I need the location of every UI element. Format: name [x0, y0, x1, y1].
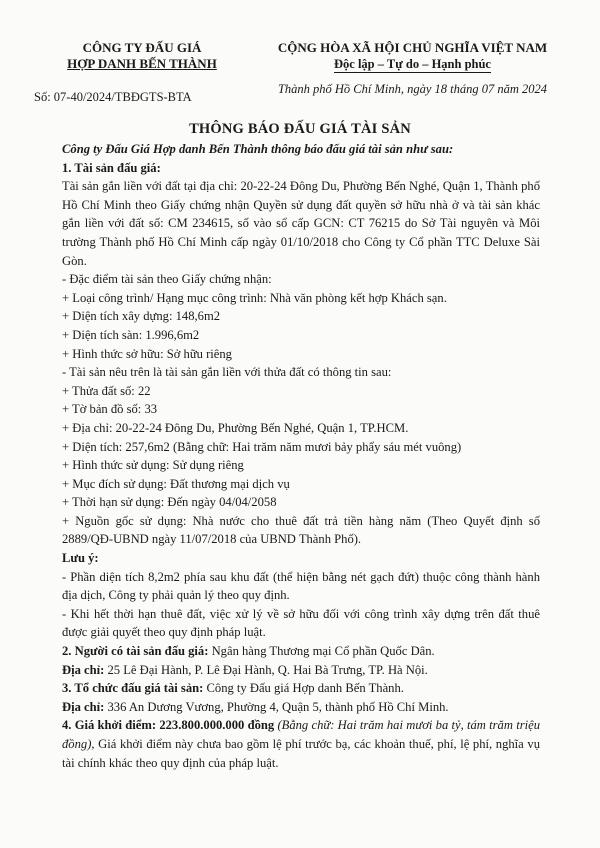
document-number: Số: 07-40/2024/TBĐGTS-BTA — [34, 90, 192, 104]
section1-description: Tài sản gắn liền với đất tại địa chỉ: 20-22-24 Đông Du, Phường Bến Nghé, Quận 1, Thành phố Hồ Chí Minh theo Giấy chứng nhận Quyền sử dụng đất quyền sở hữu nhà ở và tài sản khác gắn liền với đất số: CM 234615, số vào sổ cấp GCN: CT 76215 do Sở Tài nguyên và Môi trường Thành phố Hồ Chí Minh cấp ngày 01/10/2018 cho Công ty Cổ phần TTC Deluxe Sài Gòn. — [62, 179, 540, 268]
asset-line: - Tài sản nêu trên là tài sản gắn liền với thửa đất có thông tin sau: — [62, 365, 392, 380]
section2-value: Ngân hàng Thương mại Cổ phần Quốc Dân. — [208, 644, 435, 659]
motto-text: Độc lập – Tự do – Hạnh phúc — [334, 57, 491, 71]
section3-value: Công ty Đấu giá Hợp danh Bến Thành. — [203, 681, 404, 696]
motto — [250, 56, 575, 72]
section3-address — [62, 698, 540, 717]
section3-address-label: Địa chỉ: — [62, 699, 105, 714]
note-item: - Khi hết thời hạn thuê đất, việc xử lý về sở hữu đối với công trình xây dựng trên đất thuê được giải quyết theo quy định pháp luật. — [62, 606, 540, 640]
section4-label: 4. Giá khởi điểm: 223.800.000.000 đồng — [62, 718, 275, 733]
asset-line: + Hình thức sử dụng: Sử dụng riêng — [62, 458, 244, 473]
asset-line: + Hình thức sở hữu: Sở hữu riêng — [62, 346, 232, 361]
note-item: - Phần diện tích 8,2m2 phía sau khu đất (thể hiện bằng nét gạch đứt) thuộc công thành hành địa dịch, Công ty phải quản lý theo quy định. — [62, 569, 540, 603]
section3-label: 3. Tổ chức đấu giá tài sản: — [62, 681, 204, 696]
asset-line: + Loại công trình/ Hạng mục công trình: Nhà văn phòng kết hợp Khách sạn. — [62, 290, 447, 305]
place-date: Thành phố Hồ Chí Minh, ngày 18 tháng 07 năm 2024 — [277, 82, 548, 96]
section2-address-value: 25 Lê Đại Hành, P. Lê Đại Hành, Q. Hai Bà Trưng, TP. Hà Nội. — [104, 662, 428, 677]
intro-line: Công ty Đấu Giá Hợp danh Bến Thành thông báo đấu giá tài sản như sau: — [62, 142, 454, 156]
section3-organizer — [62, 679, 540, 698]
nation-title: CỘNG HÒA XÃ HỘI CHỦ NGHĨA VIỆT NAM — [277, 40, 548, 55]
asset-line: + Diện tích xây dựng: 148,6m2 — [62, 309, 221, 324]
asset-line: + Thời hạn sử dụng: Đến ngày 04/04/2058 — [62, 495, 277, 510]
section2-address — [62, 661, 540, 680]
document-title: THÔNG BÁO ĐẤU GIÁ TÀI SẢN — [189, 121, 411, 137]
company-header — [34, 40, 242, 104]
asset-line: + Thửa đất số: 22 — [62, 383, 151, 398]
section4-note: Giá khởi điểm này chưa bao gồm lệ phí trước bạ, các khoản thuế, phí, lệ phí, nghĩa vụ tài chính khác theo quy định của pháp luật. — [62, 737, 540, 770]
section2-owner — [62, 642, 540, 661]
section4-starting-price — [62, 716, 540, 772]
asset-line: + Tờ bản đồ số: 33 — [62, 402, 158, 417]
section1-heading: 1. Tài sản đấu giá: — [62, 160, 161, 175]
section4-price-words: (Bằng chữ: Hai trăm hai mươi ba tỷ, tám trăm triệu đồng), — [62, 718, 540, 751]
asset-line: + Địa chỉ: 20-22-24 Đông Du, Phường Bến Nghé, Quận 1, TP.HCM. — [62, 420, 409, 435]
asset-line: + Diện tích: 257,6m2 (Bằng chữ: Hai trăm năm mươi bảy phẩy sáu mét vuông) — [62, 439, 462, 454]
section3-address-value: 336 An Dương Vương, Phường 4, Quận 5, thành phố Hồ Chí Minh. — [104, 699, 449, 714]
document-body — [62, 140, 540, 772]
land-origin: + Nguồn gốc sử dụng: Nhà nước cho thuê đất trả tiền hàng năm (Theo Quyết định số 2889/QĐ-UBND ngày 11/07/2018 của UBND Thành Phố). — [62, 513, 540, 547]
company-name-line1: CÔNG TY ĐẤU GIÁ — [82, 40, 202, 55]
asset-line: - Đặc điểm tài sản theo Giấy chứng nhận: — [62, 272, 272, 287]
section2-label: 2. Người có tài sản đấu giá: — [62, 644, 209, 659]
national-header — [250, 40, 575, 97]
asset-line: + Mục đích sử dụng: Đất thương mại dịch vụ — [62, 476, 290, 491]
asset-line: + Diện tích sàn: 1.996,6m2 — [62, 327, 200, 342]
note-heading: Lưu ý: — [62, 551, 99, 566]
company-name-line2: HỢP DANH BẾN THÀNH — [67, 56, 217, 71]
section2-address-label: Địa chỉ: — [62, 662, 105, 677]
